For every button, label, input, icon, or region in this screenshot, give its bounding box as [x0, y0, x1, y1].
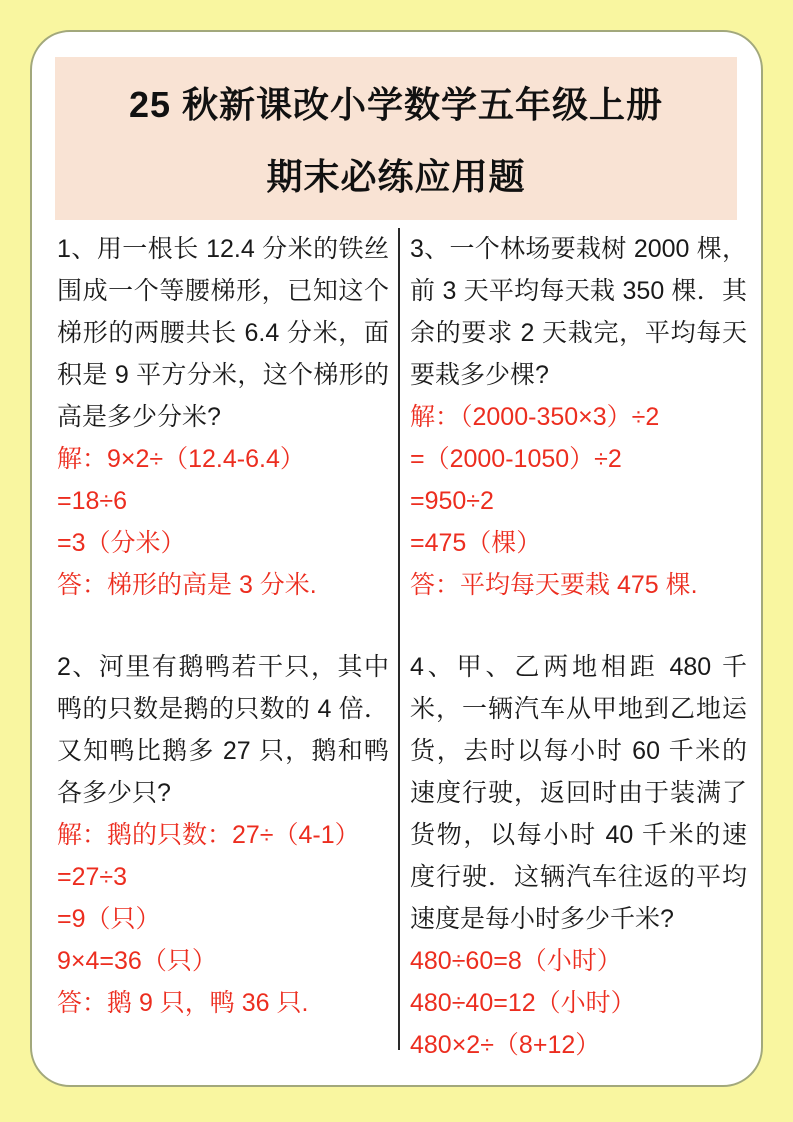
- problem-1-solution-line: =3（分米）: [57, 529, 186, 557]
- problem-3-solution-line: =（2000-1050）÷2: [410, 445, 622, 473]
- problem-4: [410, 646, 747, 1066]
- problem-3: [410, 228, 747, 606]
- worksheet-title-line1: 25 秋新课改小学数学五年级上册: [128, 84, 664, 126]
- problem-3-answer-line: 答：平均每天要栽 475 棵.: [410, 571, 698, 599]
- problem-1-solution-line: =18÷6: [57, 487, 128, 515]
- problem-2-question: 2、河里有鹅鸭若干只，其中鸭的只数是鹅的只数的 4 倍．又知鸭比鹅多 27 只，鹅和鸭各多少只?: [57, 653, 389, 807]
- problem-2-solution-line: =27÷3: [57, 863, 128, 891]
- problem-4-question: 4、甲、乙两地相距 480 千米，一辆汽车从甲地到乙地运货，去时以每小时 60 千米的速度行驶，返回时由于装满了货物，以每小时 40 千米的速度行驶．这辆汽车往返的平均速度是每小时多少千米?: [410, 653, 747, 933]
- problem-1-solution-line: 解：9×2÷（12.4-6.4）: [57, 445, 305, 473]
- problem-3-solution-line: 解：（2000-350×3）÷2: [410, 403, 660, 431]
- problem-3-solution-line: =950÷2: [410, 487, 494, 515]
- right-column: [410, 228, 747, 1066]
- problem-3-question: 3、一个林场要栽树 2000 棵，前 3 天平均每天栽 350 棵．其余的要求 2 天栽完，平均每天要栽多少棵?: [410, 235, 747, 389]
- problem-2-solution-line: 解：鹅的只数：27÷（4-1）: [57, 821, 360, 849]
- left-column: [57, 228, 389, 1024]
- problem-1-answer-line: 答：梯形的高是 3 分米.: [57, 571, 317, 599]
- worksheet-card: [30, 30, 763, 1087]
- problem-2-solution-line: =9（只）: [57, 905, 161, 933]
- problem-2-solution-line: 9×4=36（只）: [57, 947, 217, 975]
- problem-1: [57, 228, 389, 606]
- column-divider: [398, 228, 400, 1050]
- problems-area: [32, 220, 761, 1066]
- problem-4-solution-line: 480×2÷（8+12）: [410, 1031, 601, 1059]
- problem-3-solution-line: =475（棵）: [410, 529, 542, 557]
- problem-2: [57, 646, 389, 1024]
- worksheet-title-line2: 期末必练应用题: [266, 155, 526, 197]
- problem-4-solution-line: 480÷60=8（小时）: [410, 947, 622, 975]
- problem-4-solution-line: 480÷40=12（小时）: [410, 989, 636, 1017]
- title-banner: [55, 57, 737, 220]
- problem-2-answer-line: 答：鹅 9 只，鸭 36 只.: [57, 989, 309, 1017]
- problem-1-question: 1、用一根长 12.4 分米的铁丝围成一个等腰梯形，已知这个梯形的两腰共长 6.4 分米，面积是 9 平方分米，这个梯形的高是多少分米?: [57, 235, 389, 431]
